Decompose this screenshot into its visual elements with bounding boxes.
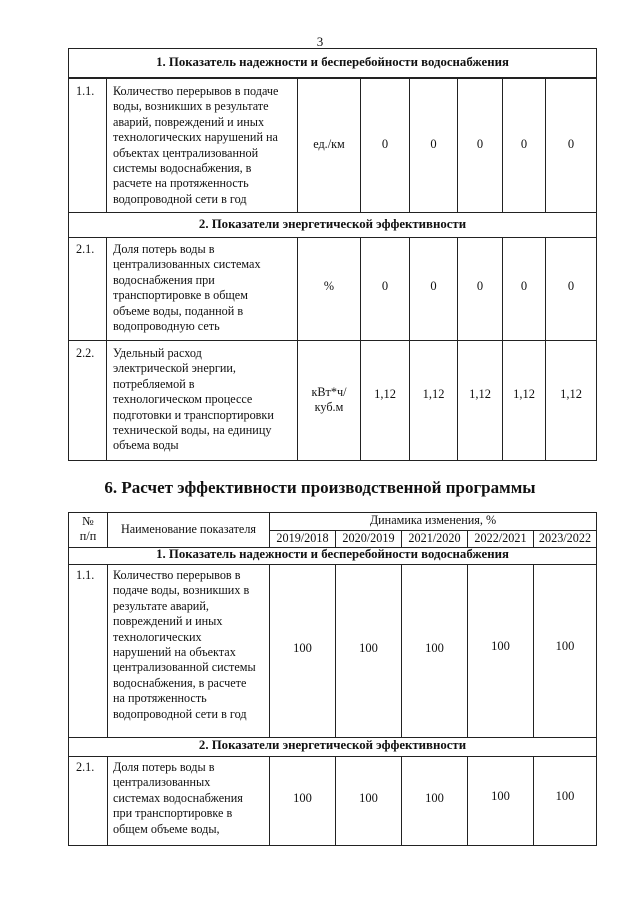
text-line: нарушений на объектах: [113, 645, 236, 660]
table1-value: 0: [430, 137, 437, 151]
text-line: расчете на протяженность: [113, 176, 249, 191]
table1-value: 0: [476, 279, 484, 293]
table2-row-name: [113, 760, 270, 837]
section-heading: 6. Расчет эффективности производственной программы: [104, 478, 536, 497]
text-line: централизованных: [113, 775, 211, 790]
table1-value: 0: [381, 279, 389, 293]
text-line: объектах централизованной: [113, 145, 259, 160]
text-line: водоснабжения, в расчете: [113, 675, 247, 690]
table2-value: 100: [359, 791, 378, 805]
table1-row-unit: [297, 385, 361, 416]
text-line: транспортировке в общем: [113, 288, 248, 303]
table1-value: 0: [381, 137, 389, 151]
table2-value: 100: [425, 791, 444, 805]
table1-row-unit: [297, 137, 361, 152]
text-line: куб.м: [314, 400, 344, 415]
text-line: Удельный расход: [113, 346, 202, 360]
text-line: технологических: [113, 629, 202, 644]
text-line: централизованных системах: [113, 257, 261, 272]
table1-value: 0: [476, 137, 484, 151]
table1-value: 1,12: [469, 387, 491, 401]
text-line: электрической энергии,: [113, 361, 236, 376]
table2-row-num: 1.1.: [76, 568, 95, 582]
table2-period: 2019/2018: [276, 531, 329, 545]
text-line: централизованной системы: [113, 660, 256, 675]
text-line: технической воды, на единицу: [113, 423, 272, 438]
text-line: подготовки и транспортировки: [113, 407, 274, 422]
table1-row-name: [113, 242, 298, 334]
text-line: Доля потерь воды в: [113, 760, 215, 774]
table1-row-unit: [297, 279, 361, 294]
text-line: п/п: [79, 529, 97, 544]
text-line: водопроводной сети в год: [113, 191, 247, 206]
table1-value: 1,12: [374, 387, 396, 401]
table2-period: 2020/2019: [342, 531, 395, 545]
table2-value: 100: [359, 641, 378, 655]
text-line: повреждений и иных: [113, 614, 223, 629]
table2-period: 2023/2022: [538, 531, 592, 545]
text-line: технологическом процессе: [113, 392, 253, 407]
table2-section-title: 2. Показатели энергетической эффективности: [198, 738, 467, 752]
text-line: общем объеме воды,: [113, 821, 220, 836]
table2-header-dynamics: Динамика изменения, %: [369, 513, 497, 527]
table1-value: 0: [430, 279, 437, 293]
text-line: %: [323, 279, 335, 293]
table1-section-title: 2. Показатели энергетической эффективности: [198, 217, 467, 231]
table2-period: 2021/2020: [408, 531, 461, 545]
text-line: объема воды: [113, 438, 179, 453]
text-line: кВт*ч/: [311, 385, 347, 399]
text-line: Количество перерывов в: [113, 568, 241, 582]
text-line: подаче воды, возникших в: [113, 583, 250, 598]
text-line: №: [82, 514, 94, 528]
table1-row-name: [113, 84, 298, 207]
table1-value: 1,12: [422, 387, 445, 401]
table1-row-num: 2.2.: [76, 346, 95, 360]
table2-section-title: 1. Показатель надежности и бесперебойности водоснабжения: [156, 547, 509, 561]
table1-value: 0: [567, 137, 575, 151]
table2-row-name: [113, 568, 270, 722]
table1-row-name: [113, 346, 298, 454]
text-line: воды, возникших в результате: [113, 99, 269, 114]
text-line: технологических нарушений на: [113, 130, 278, 145]
table2-header-num: [68, 514, 108, 545]
table1-value: 0: [567, 279, 575, 293]
page-number: 3: [316, 34, 324, 49]
table2-row-num-cell: [68, 564, 108, 738]
table2-value: 100: [425, 641, 444, 655]
text-line: ед./км: [313, 137, 345, 151]
text-line: объеме воды, поданной в: [113, 303, 244, 318]
text-line: водопроводной сети в год: [113, 706, 247, 721]
text-line: при транспортировке в: [113, 806, 233, 821]
table2-value: 100: [491, 789, 510, 803]
text-line: на протяженность: [113, 691, 207, 706]
table2-row-num: 2.1.: [76, 760, 95, 774]
table1-value: 0: [520, 137, 528, 151]
table2-value: 100: [555, 639, 575, 653]
text-line: аварий, повреждений и иных: [113, 114, 265, 129]
table1-row-num: 1.1.: [76, 84, 95, 98]
text-line: системы водоснабжения, в: [113, 161, 252, 176]
table2-value: 100: [555, 789, 575, 803]
table2-value: 100: [293, 641, 312, 655]
table2-value: 100: [293, 791, 312, 805]
table1-row-num: 2.1.: [76, 242, 95, 256]
table2-period: 2022/2021: [474, 531, 527, 545]
text-line: водопроводную сеть: [113, 319, 220, 334]
text-line: результате аварий,: [113, 598, 209, 613]
table1-value: 1,12: [560, 387, 582, 401]
text-line: Количество перерывов в подаче: [113, 84, 279, 98]
text-line: потребляемой в: [113, 376, 195, 391]
text-line: водоснабжения при: [113, 272, 215, 287]
table1-value: 1,12: [513, 387, 535, 401]
text-line: системах водоснабжения: [113, 790, 243, 805]
table2-value: 100: [491, 639, 510, 653]
table1-section-title: 1. Показатель надежности и бесперебойности водоснабжения: [156, 55, 509, 69]
text-line: Доля потерь воды в: [113, 242, 215, 256]
table1-value: 0: [520, 279, 528, 293]
table2-header-name: Наименование показателя: [120, 522, 257, 536]
